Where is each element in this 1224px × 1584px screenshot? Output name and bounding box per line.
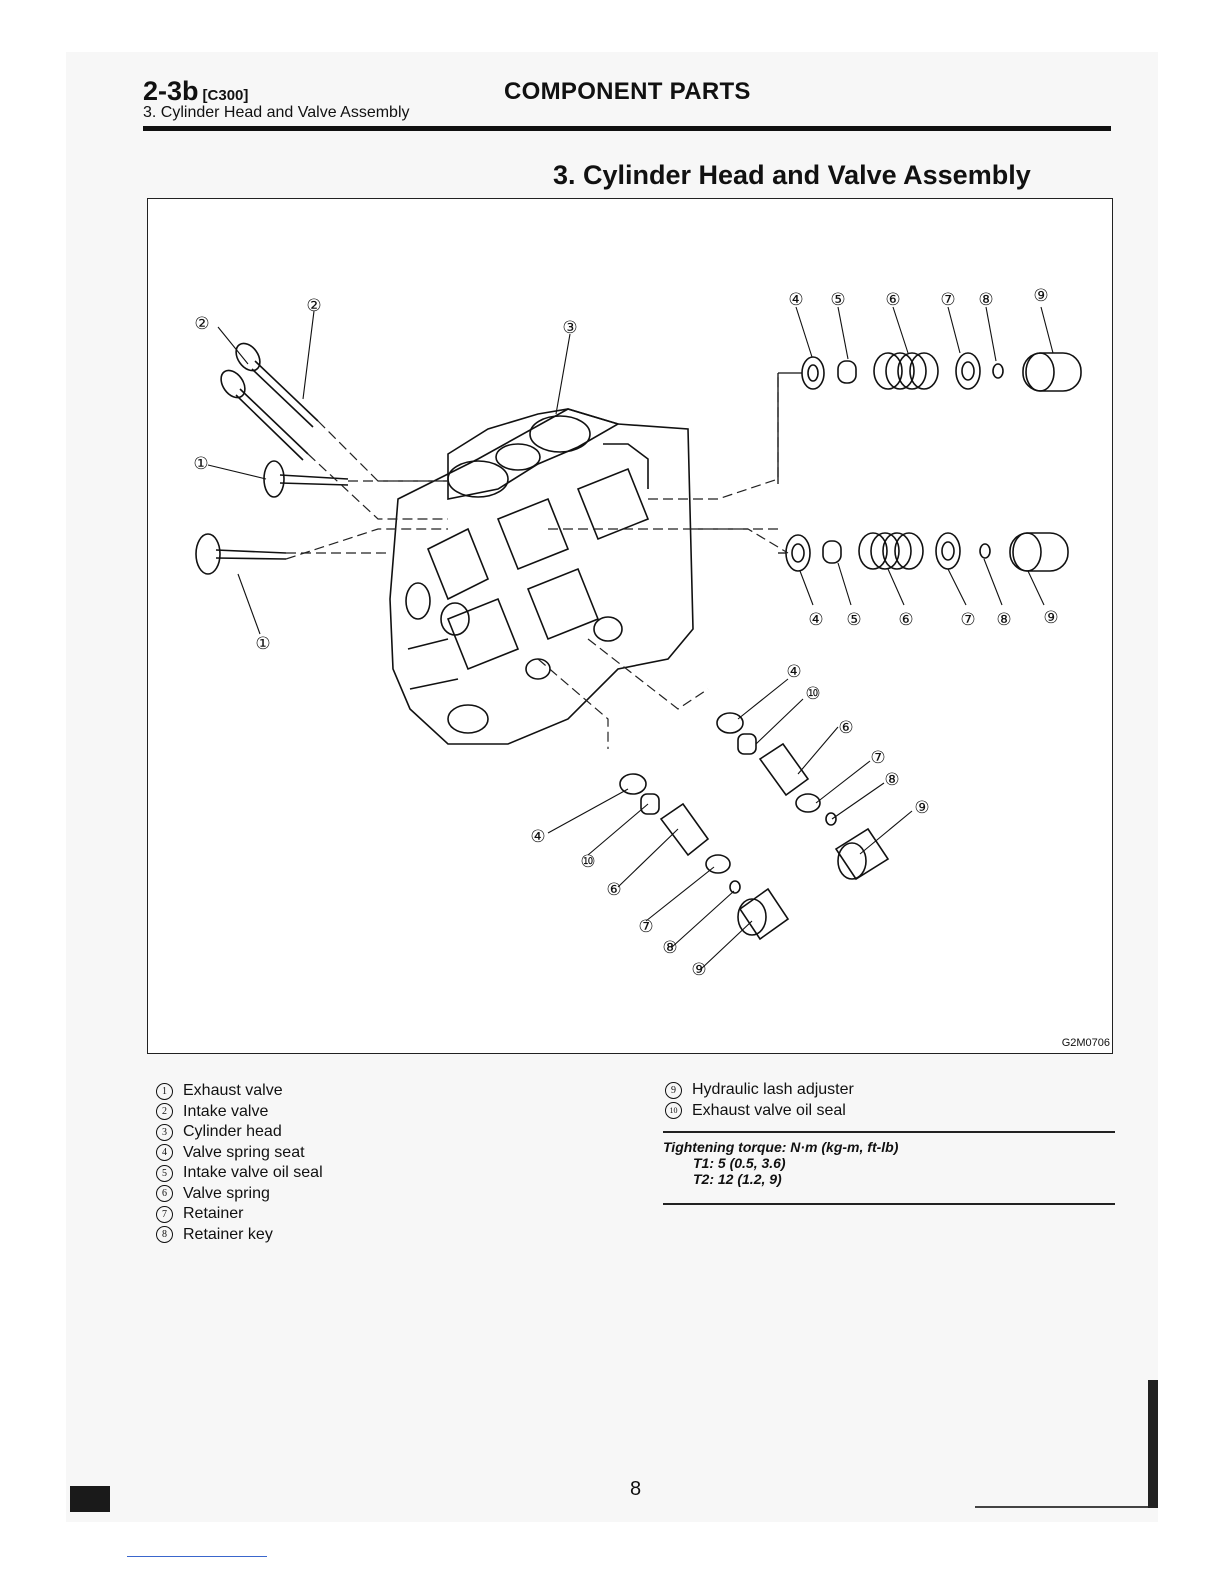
- torque-t2: T2: 12 (1.2, 9): [693, 1171, 782, 1187]
- diagram-drawing: [148, 199, 1112, 1053]
- legend-number: 3: [156, 1124, 173, 1141]
- legend-label: Exhaust valve oil seal: [692, 1101, 846, 1119]
- torque-spec: [663, 1139, 898, 1187]
- legend-label: Intake valve: [183, 1102, 269, 1120]
- callout-9b: ⑨: [1043, 608, 1059, 627]
- section-subtitle: 3. Cylinder Head and Valve Assembly: [143, 104, 410, 121]
- callout-5a: ⑤: [830, 290, 846, 309]
- legend-item: [156, 1163, 323, 1184]
- legend-item: [156, 1143, 323, 1164]
- section-ref: [C300]: [202, 87, 249, 104]
- callout-4b: ④: [808, 610, 824, 629]
- figure-code: G2M0706: [1061, 1037, 1110, 1049]
- callout-9a: ⑨: [1033, 286, 1049, 305]
- legend-number: 1: [156, 1083, 173, 1100]
- callout-7b: ⑦: [960, 610, 976, 629]
- callout-10b: ⑩: [580, 852, 596, 871]
- callout-1b: ①: [255, 634, 271, 653]
- callout-3: ③: [562, 318, 578, 337]
- legend-item: [156, 1122, 323, 1143]
- legend-label: Valve spring seat: [183, 1143, 305, 1161]
- callout-10a: ⑩: [805, 684, 821, 703]
- legend-left: [156, 1081, 323, 1245]
- legend-right: [665, 1080, 854, 1121]
- legend-label: Intake valve oil seal: [183, 1164, 323, 1182]
- legend-number: 5: [156, 1165, 173, 1182]
- callout-6d: ⑥: [606, 880, 622, 899]
- legend-label: Valve spring: [183, 1184, 270, 1202]
- legend-item: [156, 1204, 323, 1225]
- callout-7c: ⑦: [870, 748, 886, 767]
- scan-artifact-line: [975, 1506, 1155, 1508]
- header-category: COMPONENT PARTS: [504, 78, 751, 105]
- callout-2b: ②: [306, 296, 322, 315]
- torque-rule-top: [663, 1131, 1115, 1133]
- callout-5b: ⑤: [846, 610, 862, 629]
- legend-item: [156, 1184, 323, 1205]
- footer-link-line: [127, 1556, 267, 1557]
- legend-item: [156, 1225, 323, 1246]
- callout-8c: ⑧: [884, 770, 900, 789]
- callout-4d: ④: [530, 827, 546, 846]
- legend-number: 2: [156, 1103, 173, 1120]
- legend-label: Retainer: [183, 1205, 244, 1223]
- callout-6c: ⑥: [838, 718, 854, 737]
- legend-label: Cylinder head: [183, 1123, 282, 1141]
- callout-1a: ①: [193, 454, 209, 473]
- page-number: 8: [630, 1478, 642, 1500]
- scan-artifact: [70, 1486, 110, 1512]
- callout-8d: ⑧: [662, 938, 678, 957]
- page-title: 3. Cylinder Head and Valve Assembly: [553, 160, 1031, 190]
- callout-2a: ②: [194, 314, 210, 333]
- torque-rule-bottom: [663, 1203, 1115, 1205]
- legend-number: 9: [665, 1082, 682, 1099]
- callout-6a: ⑥: [885, 290, 901, 309]
- callout-4c: ④: [786, 662, 802, 681]
- legend-number: 10: [665, 1102, 682, 1119]
- legend-number: 7: [156, 1206, 173, 1223]
- legend-number: 8: [156, 1226, 173, 1243]
- callout-7d: ⑦: [638, 917, 654, 936]
- callout-9c: ⑨: [914, 798, 930, 817]
- callout-8a: ⑧: [978, 290, 994, 309]
- legend-label: Retainer key: [183, 1225, 273, 1243]
- torque-title: Tightening torque: N·m (kg-m, ft-lb): [663, 1139, 899, 1155]
- scan-artifact-bracket: [1148, 1380, 1158, 1508]
- legend-item: [156, 1102, 323, 1123]
- callout-8b: ⑧: [996, 610, 1012, 629]
- legend-item: [665, 1080, 854, 1101]
- section-code-text: 2-3b: [143, 76, 199, 106]
- callout-6b: ⑥: [898, 610, 914, 629]
- callout-4a: ④: [788, 290, 804, 309]
- legend-number: 4: [156, 1144, 173, 1161]
- header-rule: [143, 126, 1111, 131]
- legend-label: Hydraulic lash adjuster: [692, 1081, 854, 1099]
- exploded-diagram: [147, 198, 1113, 1054]
- torque-t1: T1: 5 (0.5, 3.6): [693, 1155, 786, 1171]
- callout-9d: ⑨: [691, 960, 707, 979]
- legend-item: [665, 1101, 854, 1122]
- callout-7a: ⑦: [940, 290, 956, 309]
- section-code: [143, 76, 248, 107]
- legend-label: Exhaust valve: [183, 1082, 283, 1100]
- legend-item: [156, 1081, 323, 1102]
- legend-number: 6: [156, 1185, 173, 1202]
